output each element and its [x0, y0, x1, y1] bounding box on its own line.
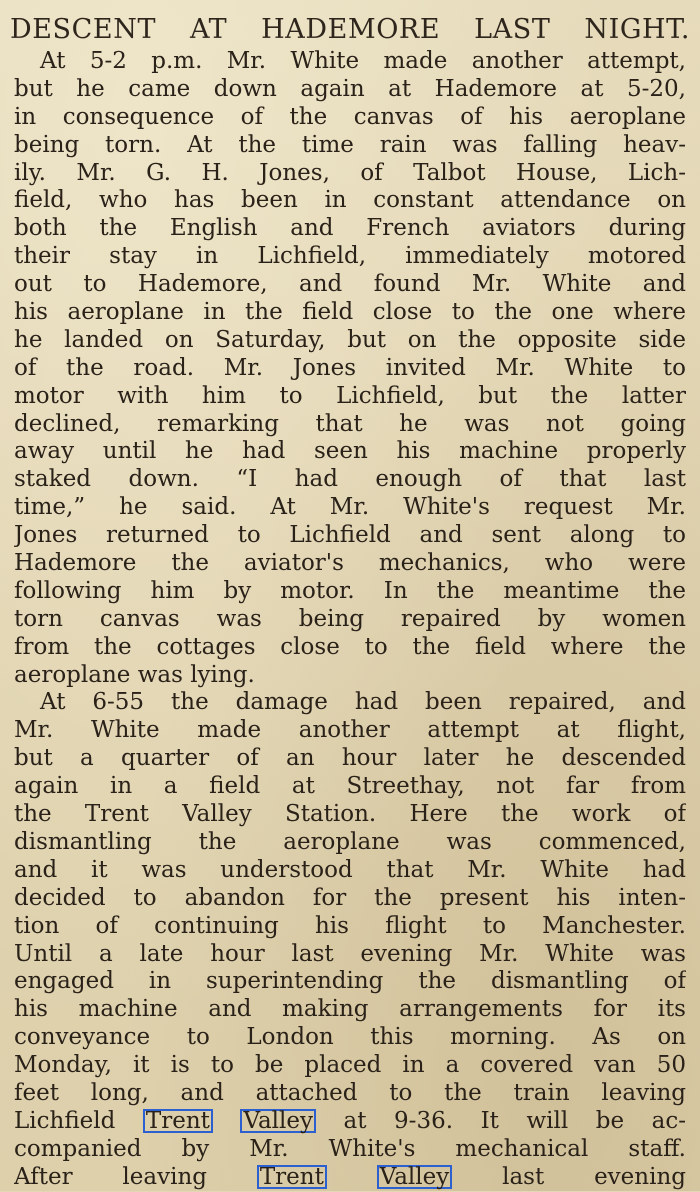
text-line-13: motor with him to Lichfield, but the latter [14, 382, 686, 409]
text-line-6: field, who has been in constant attendance on [14, 187, 686, 214]
text-fragment: After leaving [14, 1163, 207, 1190]
text-line-17: time,” he said. At Mr. White's request Mr. [14, 494, 686, 521]
text-line-39 [14, 1108, 686, 1136]
text-line-28: the Trent Valley Station. Here the work of [14, 801, 686, 828]
text-line-3: in consequence of the canvas of his aeroplane [14, 103, 686, 130]
search-highlight-trent: Trent [143, 1109, 213, 1133]
text-line-36: conveyance to London this morning. As on [14, 1024, 686, 1051]
text-line-25: Mr. White made another attempt at flight, [14, 717, 686, 744]
text-line-35: his machine and making arrangements for its [14, 996, 686, 1023]
text-line-12: of the road. Mr. Jones invited Mr. White to [14, 354, 686, 381]
text-line-14: declined, remarking that he was not going [14, 410, 686, 437]
search-highlight-valley: Valley [240, 1109, 316, 1133]
text-fragment: at 9-36. It will be ac- [343, 1107, 686, 1134]
text-line-24: At 6-55 the damage had been repaired, and [40, 689, 686, 716]
search-highlight-trent: Trent [257, 1165, 327, 1189]
text-line-37: Monday, it is to be placed in a covered van 50 [14, 1052, 686, 1079]
text-fragment: Lichfield [14, 1107, 116, 1134]
text-line-27: again in a field at Streethay, not far from [14, 773, 686, 800]
text-line-22: from the cottages close to the field where the [14, 633, 686, 660]
text-line-34: engaged in superintending the dismantling of [14, 968, 686, 995]
text-fragment: last evening [502, 1163, 686, 1190]
text-line-41 [14, 1164, 686, 1192]
article-body [14, 48, 686, 1192]
text-line-1: At 5-2 p.m. Mr. White made another attempt, [40, 48, 686, 74]
text-line-31: decided to abandon for the present his inten- [14, 884, 686, 911]
text-line-20: following him by motor. In the meantime the [14, 577, 686, 604]
text-line-8: their stay in Lichfield, immediately motored [14, 243, 686, 270]
article-headline: DESCENT AT HADEMORE LAST NIGHT. [10, 14, 690, 45]
text-line-10: his aeroplane in the field close to the one where [14, 299, 686, 326]
text-line-18: Jones returned to Lichfield and sent along to [14, 522, 686, 549]
text-line-4: being torn. At the time rain was falling heav- [14, 131, 686, 158]
text-line-15: away until he had seen his machine properly [14, 438, 686, 465]
text-line-9: out to Hademore, and found Mr. White and [14, 271, 686, 298]
text-line-30: and it was understood that Mr. White had [14, 856, 686, 883]
text-line-5: ily. Mr. G. H. Jones, of Talbot House, Lich- [14, 159, 686, 186]
text-line-33: Until a late hour last evening Mr. White was [14, 940, 686, 967]
text-line-40: companied by Mr. White's mechanical staff. [14, 1135, 686, 1162]
text-line-2: but he came down again at Hademore at 5-20, [14, 75, 686, 102]
search-highlight-valley: Valley [377, 1165, 453, 1189]
text-line-11: he landed on Saturday, but on the opposite side [14, 326, 686, 353]
text-line-21: torn canvas was being repaired by women [14, 605, 686, 632]
text-line-23: aeroplane was lying. [14, 661, 255, 688]
text-line-38: feet long, and attached to the train leaving [14, 1079, 686, 1106]
text-line-32: tion of continuing his flight to Manchester. [14, 912, 686, 939]
text-line-7: both the English and French aviators during [14, 215, 686, 242]
text-line-16: staked down. “I had enough of that last [14, 466, 686, 493]
text-line-19: Hademore the aviator's mechanics, who were [14, 550, 686, 577]
text-line-26: but a quarter of an hour later he descended [14, 745, 686, 772]
text-line-29: dismantling the aeroplane was commenced, [14, 828, 686, 855]
